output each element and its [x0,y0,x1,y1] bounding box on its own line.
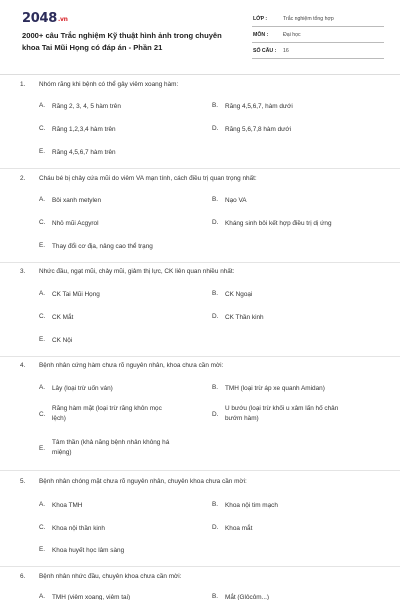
question-text: Nhóm răng khi bệnh có thể gây viêm xoang hàm: [39,81,179,88]
option-letter: E. [39,546,46,553]
option-letter: D. [212,125,219,132]
option-letter: B. [212,593,219,600]
option-text: CK Mắt [52,314,74,321]
option-letter: B. [212,196,219,203]
meta-value: 16 [283,48,289,54]
option-letter: C. [39,219,46,226]
option-text: Thay đổi cơ địa, nâng cao thể trạng [52,243,153,250]
option-text: TMH (viêm xoang, viêm tai) [52,594,131,600]
option-text: CK Ngoại [225,291,253,298]
option-text: Khoa huyết học lâm sàng [52,547,125,554]
question-title [20,362,223,369]
option-letter: E. [39,445,46,452]
meta-row-count [252,43,384,59]
logo-domain: .vn [57,16,68,23]
question-separator [0,168,400,169]
option-letter: D. [212,411,219,418]
option-text: Khoa nội tim mạch [225,502,278,509]
option-letter: B. [212,384,219,391]
option-text: Bôi xanh metylen [52,197,102,204]
site-logo[interactable] [22,11,68,26]
document-title: 2000+ câu Trắc nghiệm Kỹ thuật hình ảnh trong chuyên khoa Tai Mũi Họng có đáp án - Phần 21 [22,31,222,52]
option-letter: A. [39,501,46,508]
option-letter: D. [212,219,219,226]
meta-key: MÔN : [253,32,269,38]
question-title [20,81,178,88]
option-letter: C. [39,524,46,531]
question-text: Bệnh nhân cứng hàm chưa rõ nguyên nhân, khoa chưa cần mời: [39,362,224,369]
option-text: Tâm thần (khả năng bệnh nhân không há miệng) [52,439,170,456]
meta-table [252,11,384,59]
option-text: Lây (loại trừ uốn ván) [52,385,113,392]
option-text: U bướu (loại trừ khối u xâm lấn hố chân bướm hàm) [225,405,339,422]
option-text: Răng 4,5,6,7 hàm trên [52,149,116,156]
option-letter: C. [39,125,46,132]
option-letter: E. [39,336,46,343]
question-number: 6. [20,573,26,580]
meta-row-subject [252,27,384,43]
option-letter: C. [39,411,46,418]
meta-value: Đại học [283,32,301,38]
option-letter: A. [39,384,46,391]
header-divider [0,74,400,75]
document-header [0,0,400,72]
option-text: Khoa nội thần kinh [52,525,105,532]
option-text: Khoa TMH [52,502,83,509]
question-number: 1. [20,81,26,88]
option-letter: C. [39,313,46,320]
option-letter: D. [212,313,219,320]
option-letter: A. [39,196,46,203]
meta-key: LỚP : [253,16,268,22]
option-text: TMH (loại trừ áp xe quanh Amidan) [225,385,325,392]
question-separator [0,356,400,357]
option-letter: B. [212,102,219,109]
option-letter: E. [39,148,46,155]
option-text: Mắt (Glôcôm...) [225,594,270,600]
question-text: Nhức đầu, ngạt mũi, chảy mũi, giảm thị lực, CK liên quan nhiều nhất: [39,268,235,275]
question-text: Bệnh nhân nhức đầu, chuyên khoa chưa cần mời: [39,573,182,580]
option-text: Khoa mắt [225,525,253,532]
option-letter: D. [212,524,219,531]
option-letter: E. [39,242,46,249]
question-title [20,268,234,275]
option-text: Răng 2, 3, 4, 5 hàm trên [52,103,121,110]
question-title [20,478,247,485]
option-text: CK Nội [52,337,73,344]
question-number: 3. [20,268,26,275]
meta-row-class [252,11,384,27]
option-letter: B. [212,501,219,508]
question-number: 5. [20,478,26,485]
question-separator [0,566,400,567]
question-number: 2. [20,175,26,182]
option-letter: A. [39,102,46,109]
option-letter: B. [212,290,219,297]
question-title [20,573,181,580]
option-text: CK Tai Mũi Họng [52,291,100,298]
option-letter: A. [39,593,46,600]
question-text: Cháu bé bị chảy cứa mũi do viêm VA mạn tính, cách điều trị quan trọng nhất: [39,175,257,182]
option-letter: A. [39,290,46,297]
option-text: Nhỏ mũi Acgyrol [52,220,99,227]
option-text: Kháng sinh bôi kết hợp điều trị dị ứng [225,220,332,227]
question-separator [0,262,400,263]
question-separator [0,470,400,471]
option-text: CK Thần kinh [225,314,264,321]
question-text: Bệnh nhân chóng mặt chưa rõ nguyên nhân, chuyên khoa chưa cần mời: [39,478,247,485]
option-text: Răng 4,5,6,7, hàm dưới [225,103,293,110]
option-text: Răng 1,2,3,4 hàm trên [52,126,116,133]
question-number: 4. [20,362,26,369]
option-text: Răng hàm mặt (loại trừ răng khôn mọc lệch) [52,405,162,422]
question-title [20,175,257,182]
logo-number: 2048 [22,11,57,26]
option-text: Nạo VA [225,197,247,204]
meta-value: Trắc nghiệm tổng hợp [283,16,334,22]
meta-key: SỐ CÂU : [253,48,277,54]
option-text: Răng 5,6,7,8 hàm dưới [225,126,292,133]
